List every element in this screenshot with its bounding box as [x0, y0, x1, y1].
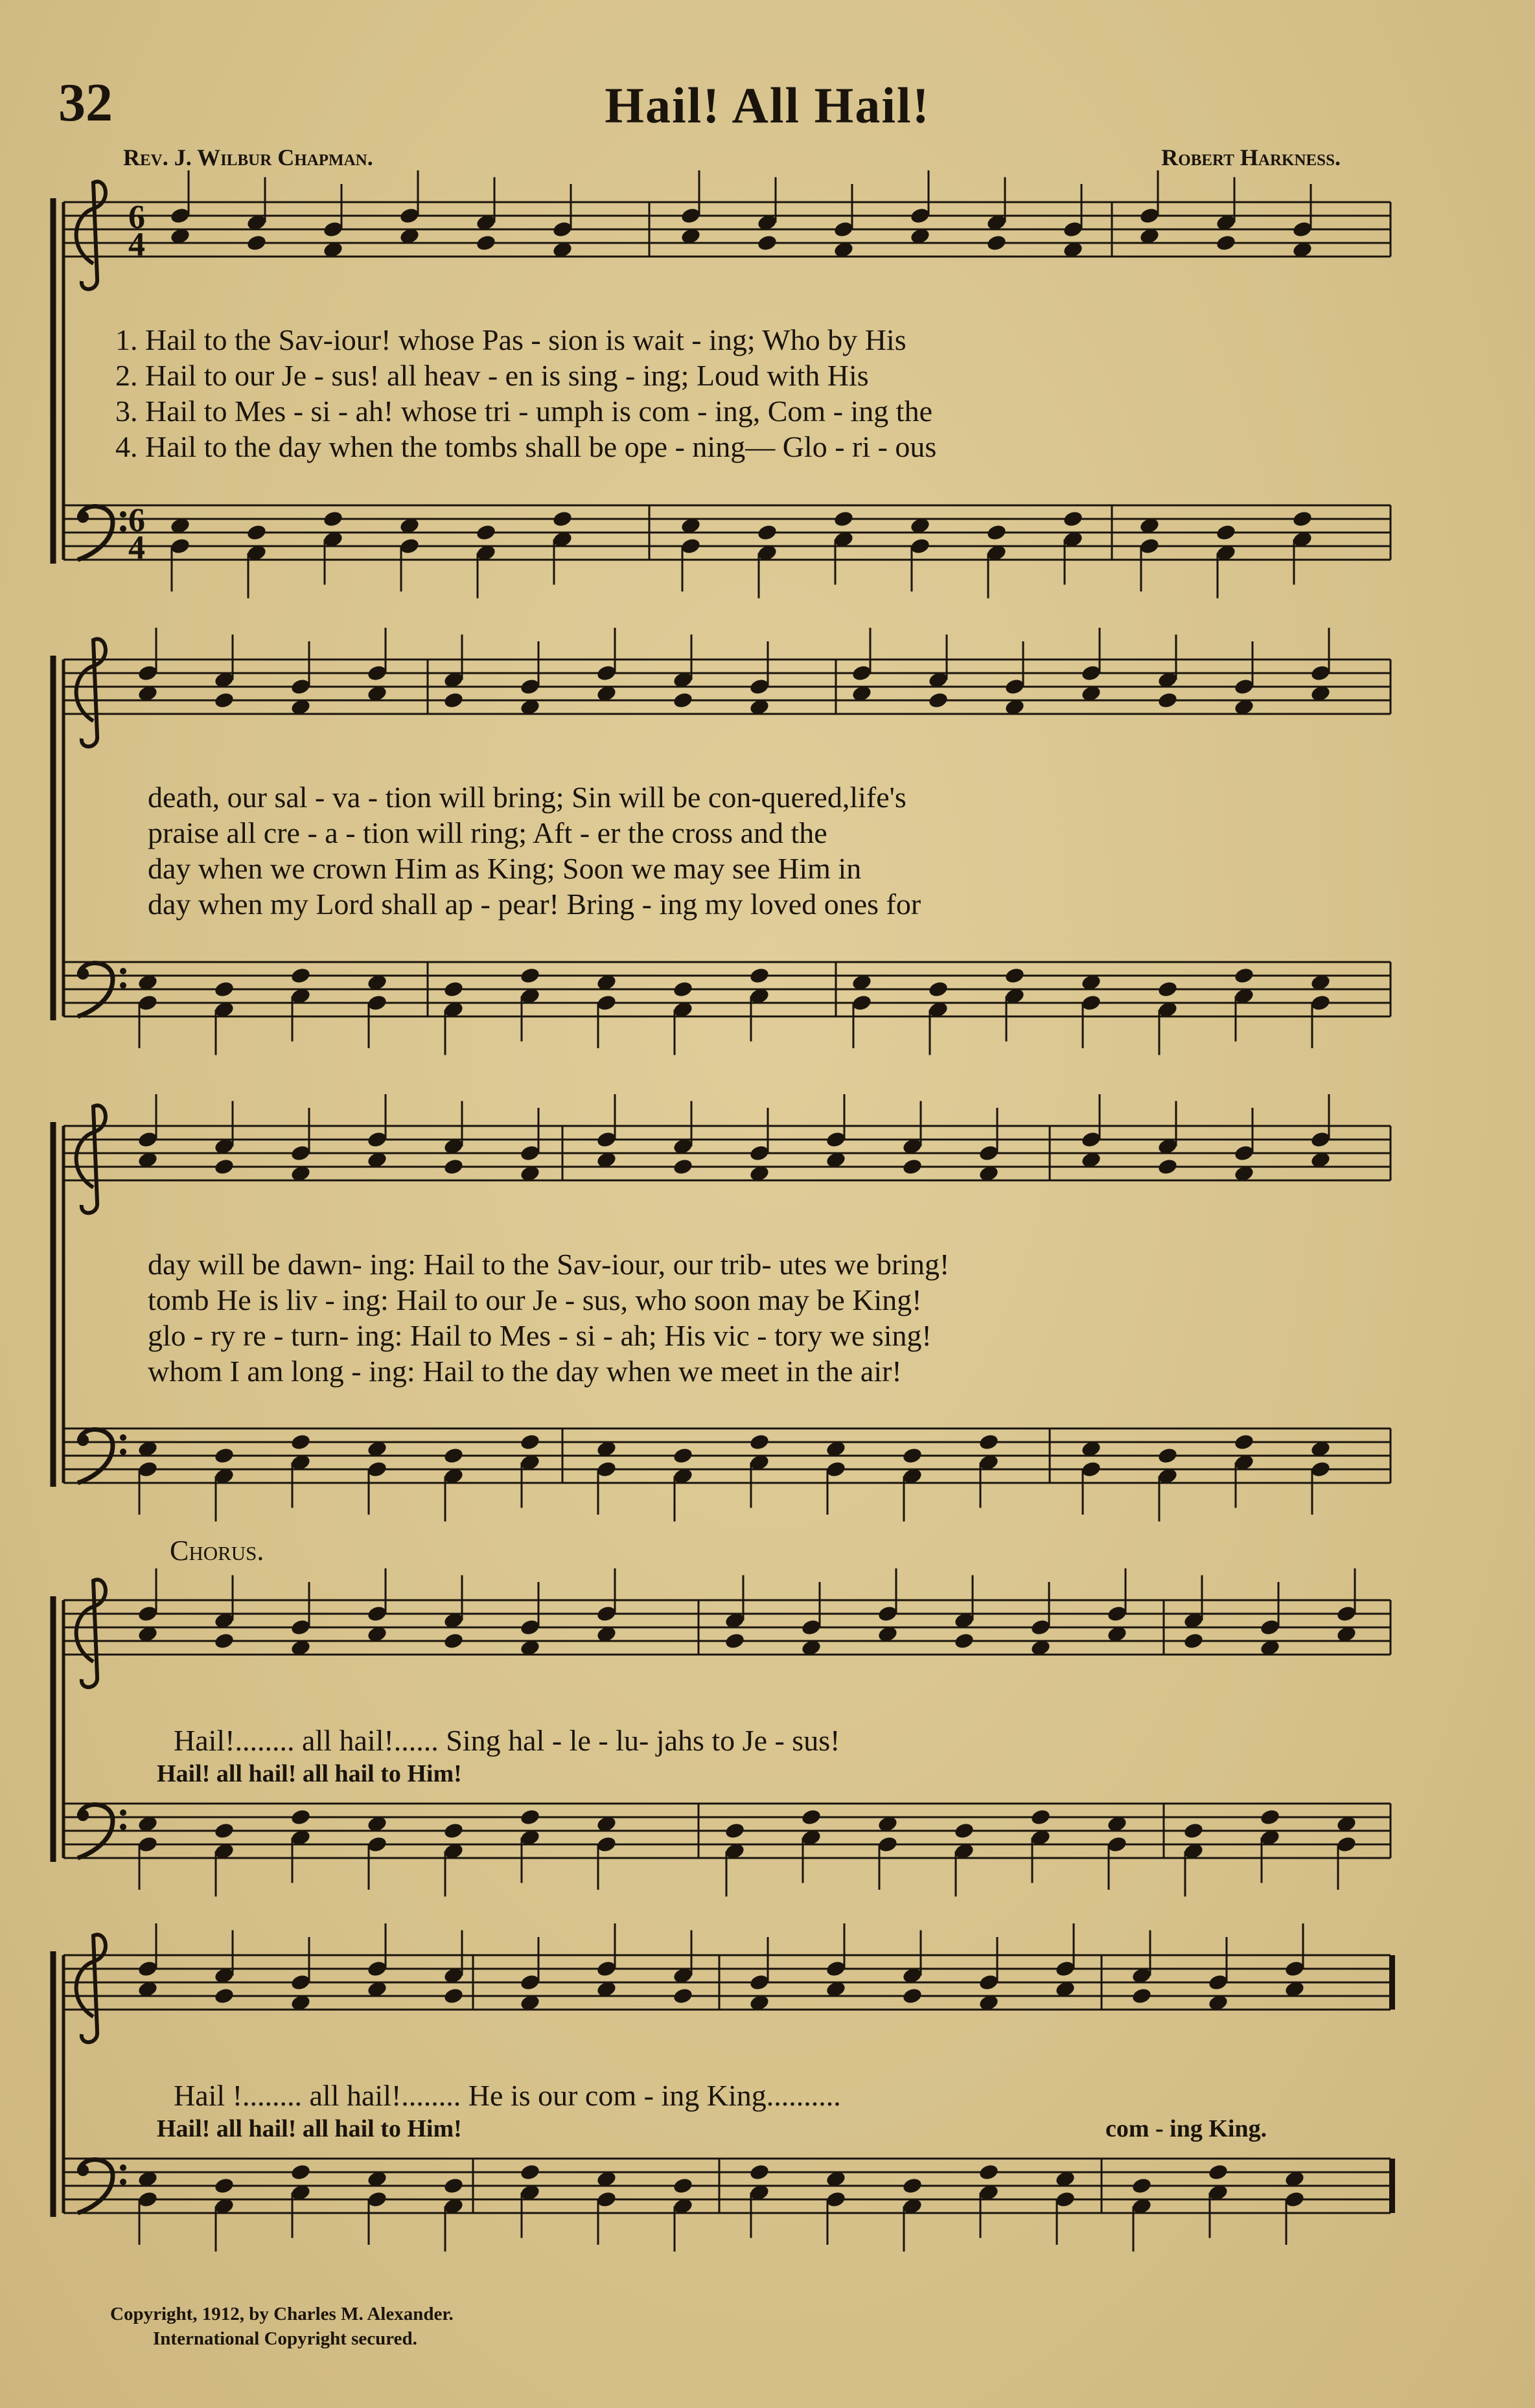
bass-note [672, 2177, 693, 2195]
bass-note [443, 1447, 464, 1465]
treble-clef-icon [76, 1934, 106, 2042]
treble-note [213, 1987, 235, 2005]
treble-note [475, 234, 496, 252]
treble-clef-icon [76, 1105, 106, 1213]
bass-note [213, 1822, 235, 1840]
page-number: 32 [58, 73, 113, 133]
lyric-line: glo - ry re - turn- ing: Hail to Mes - si - ah; His vic - tory we sing! [148, 1319, 932, 1352]
bass-note [756, 523, 778, 542]
bass-note [213, 2177, 235, 2195]
bass-clef-dot [77, 968, 89, 980]
bass-note [1215, 523, 1236, 542]
bass-note [1157, 1447, 1178, 1465]
bass-note [551, 510, 573, 528]
copyright-line: International Copyright secured. [153, 2328, 417, 2349]
bass-note [901, 1447, 923, 1465]
final-barline [1389, 1955, 1395, 2010]
bass-note [213, 1447, 235, 1465]
bass-note [901, 2177, 923, 2195]
bass-clef-dot [77, 2164, 89, 2176]
treble-note [756, 234, 778, 252]
bass-note [672, 980, 693, 998]
final-barline [1389, 2159, 1395, 2213]
bass-note [475, 523, 496, 542]
bass-note [1004, 967, 1025, 985]
bass-note [246, 523, 267, 542]
bass-note [953, 1822, 975, 1840]
lyric-line: day when my Lord shall ap - pear! Bring - ing my loved ones for [148, 888, 921, 921]
chorus-lyric: Hail!........ all hail!...... Sing hal - le - lu- jahs to Je - sus! [174, 1724, 840, 1757]
treble-note [927, 691, 949, 709]
bass-note [290, 1808, 311, 1826]
treble-note [213, 1158, 235, 1176]
time-signature-bottom: 4 [128, 226, 145, 263]
bass-clef-dot [120, 1449, 126, 1455]
bass-note [519, 1433, 540, 1451]
treble-clef-icon [76, 181, 106, 289]
time-signature-top: 6 [128, 199, 145, 236]
treble-note [1183, 1632, 1204, 1650]
bass-clef-dot [120, 2179, 126, 2185]
bass-note [519, 1808, 540, 1826]
treble-note [986, 234, 1007, 252]
bass-clef-dot [77, 1434, 89, 1446]
time-signature-top: 6 [128, 502, 145, 539]
bass-note [443, 980, 464, 998]
treble-note [1131, 1987, 1152, 2005]
chorus-bass-lyric-end: com - ing King. [1105, 2115, 1267, 2142]
bass-note [800, 1808, 822, 1826]
bass-note [986, 523, 1007, 542]
treble-note [672, 1987, 693, 2005]
lyric-line: day when we crown Him as King; Soon we may see Him in [148, 852, 862, 885]
bass-note [978, 2163, 999, 2181]
bass-clef-dot [120, 982, 126, 989]
treble-note [443, 1632, 464, 1650]
bass-note [927, 980, 949, 998]
treble-clef-icon [76, 639, 106, 746]
bass-note [748, 2163, 770, 2181]
bass-note [1183, 1822, 1204, 1840]
bass-clef-dot [120, 1434, 126, 1441]
treble-note [672, 691, 693, 709]
lyric-line: praise all cre - a - tion will ring; Aft - er the cross and the [148, 816, 827, 849]
bass-note [1233, 1433, 1254, 1451]
bass-note [1131, 2177, 1152, 2195]
chorus-label: Chorus. [170, 1535, 264, 1566]
treble-note [901, 1158, 923, 1176]
composer: Robert Harkness. [1161, 144, 1341, 170]
treble-note [672, 1158, 693, 1176]
bass-note [443, 2177, 464, 2195]
bass-note [1062, 510, 1083, 528]
chorus-bass-lyric: Hail! all hail! all hail to Him! [157, 2115, 462, 2142]
bass-note [978, 1433, 999, 1451]
bass-clef-dot [120, 968, 126, 974]
lyric-line: 3. Hail to Mes - si - ah! whose tri - umph is com - ing, Com - ing the [115, 395, 933, 428]
lyricist: Rev. J. Wilbur Chapman. [123, 144, 373, 170]
treble-note [213, 691, 235, 709]
copyright-line: Copyright, 1912, by Charles M. Alexander. [110, 2304, 454, 2324]
bass-note [213, 980, 235, 998]
lyric-line: death, our sal - va - tion will bring; Sin will be con-quered,life's [148, 781, 906, 814]
treble-note [443, 691, 464, 709]
chorus-bass-lyric: Hail! all hail! all hail to Him! [157, 1760, 462, 1787]
treble-note [246, 234, 267, 252]
lyric-line: day will be dawn- ing: Hail to the Sav-iour, our trib- utes we bring! [148, 1248, 950, 1281]
bass-note [1157, 980, 1178, 998]
bass-note [290, 2163, 311, 2181]
bass-note [833, 510, 854, 528]
lyric-line: 1. Hail to the Sav-iour! whose Pas - sion is wait - ing; Who by His [115, 323, 906, 356]
bass-clef-dot [120, 511, 126, 518]
bass-clef-dot [120, 525, 126, 532]
treble-note [1215, 234, 1236, 252]
bass-note [290, 1433, 311, 1451]
chorus-lyric: Hail !........ all hail!........ He is our com - ing King.......... [174, 2079, 841, 2112]
bass-note [322, 510, 343, 528]
bass-note [1291, 510, 1313, 528]
treble-note [443, 1987, 464, 2005]
treble-note [1157, 691, 1178, 709]
lyric-line: whom I am long - ing: Hail to the day when we meet in the air! [148, 1355, 902, 1388]
treble-note [724, 1632, 745, 1650]
bass-note [748, 967, 770, 985]
bass-note [1207, 2163, 1229, 2181]
bass-note [672, 1447, 693, 1465]
bass-note [748, 1433, 770, 1451]
bass-note [290, 967, 311, 985]
bass-clef-dot [120, 1824, 126, 1830]
bass-note [1233, 967, 1254, 985]
bass-note [519, 2163, 540, 2181]
treble-note [443, 1158, 464, 1176]
treble-note [901, 1987, 923, 2005]
bass-note [1030, 1808, 1051, 1826]
bass-note [724, 1822, 745, 1840]
lyric-line: tomb He is liv - ing: Hail to our Je - sus, who soon may be King! [148, 1283, 922, 1316]
bass-clef-dot [77, 511, 89, 523]
treble-note [213, 1632, 235, 1650]
bass-clef-dot [77, 1809, 89, 1821]
treble-note [953, 1632, 975, 1650]
bass-note [443, 1822, 464, 1840]
lyric-line: 4. Hail to the day when the tombs shall be ope - ning— Glo - ri - ous [115, 430, 937, 463]
time-signature-bottom: 4 [128, 529, 145, 566]
hymn-title: Hail! All Hail! [605, 77, 930, 133]
bass-note [519, 967, 540, 985]
bass-clef-dot [120, 2164, 126, 2171]
bass-note [1259, 1808, 1280, 1826]
treble-note [1157, 1158, 1178, 1176]
bass-clef-dot [120, 1809, 126, 1816]
lyric-line: 2. Hail to our Je - sus! all heav - en is sing - ing; Loud with His [115, 359, 869, 392]
treble-clef-icon [76, 1579, 106, 1687]
